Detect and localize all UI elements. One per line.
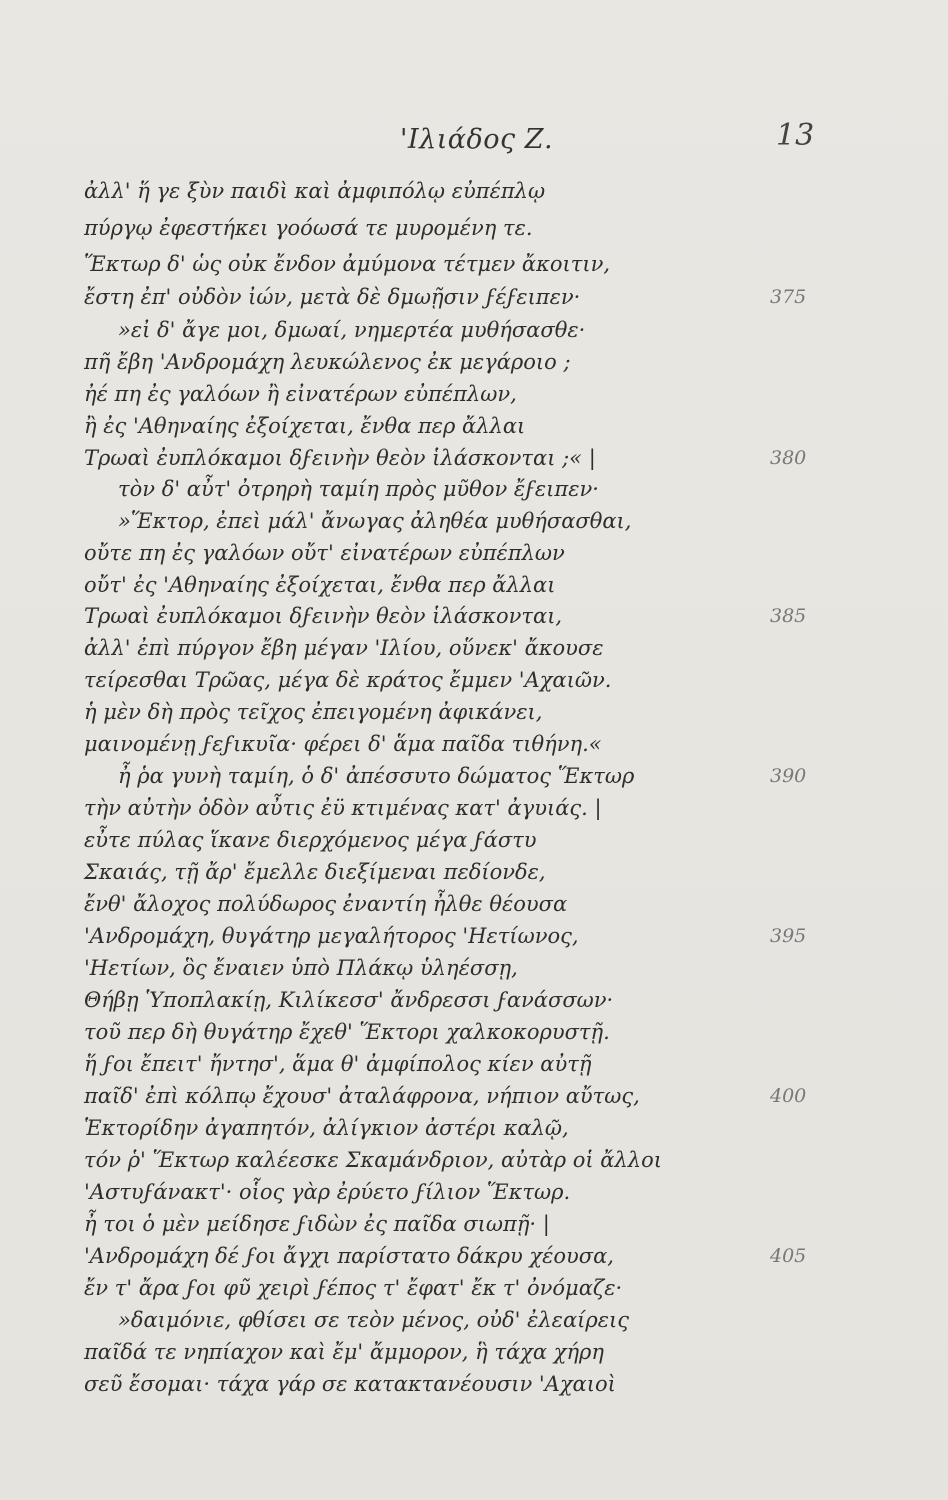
verse-line: Τρωαὶ ἐυπλόκαμοι δϝεινὴν θεὸν ἱλάσκονται ;« | (84, 446, 596, 470)
verse-line: »εἰ δ' ἄγε μοι, δμωαί, νημερτέα μυθήσασθε· (118, 318, 586, 342)
line-number: 380 (770, 447, 807, 469)
verse-line: τὸν δ' αὖτ' ὀτρηρὴ ταμίη πρὸς μῦθον ἔϝειπεν· (118, 477, 599, 501)
verse-line: »δαιμόνιε, φθίσει σε τεὸν μένος, οὐδ' ἐλεαίρεις (118, 1308, 629, 1332)
verse-line: τοῦ περ δὴ θυγάτηρ ἔχεθ' Ἕκτορι χαλκοκορυστῇ. (84, 1020, 610, 1044)
verse-line: τόν ῥ' Ἕκτωρ καλέεσκε Σκαμάνδριον, αὐτὰρ οἱ ἄλλοι (84, 1148, 662, 1172)
verse-line: ἥ ϝοι ἔπειτ' ἤντησ', ἅμα θ' ἀμφίπολος κίεν αὐτῇ (84, 1052, 592, 1076)
running-title: 'Ιλιάδος Ζ. (400, 124, 554, 155)
verse-line: ἢ ἐς 'Αθηναίης ἐξοίχεται, ἔνθα περ ἄλλαι (84, 414, 526, 438)
line-number: 385 (770, 605, 807, 627)
verse-line: ἀλλ' ἥ γε ξὺν παιδὶ καὶ ἀμφιπόλῳ εὐπέπλῳ (84, 179, 546, 203)
verse-line: ἔστη ἐπ' οὐδὸν ἰών, μετὰ δὲ δμωῇσιν ϝέϝειπεν· (84, 285, 581, 309)
verse-line: Τρωαὶ ἐυπλόκαμοι δϝεινὴν θεὸν ἱλάσκονται, (84, 604, 563, 628)
verse-line: οὔτ' ἐς 'Αθηναίης ἐξοίχεται, ἔνθα περ ἄλλαι (84, 573, 556, 597)
verse-line: πῆ ἔβη 'Ανδρομάχη λευκώλενος ἐκ μεγάροιο ; (84, 350, 571, 374)
verse-line: παῖδ' ἐπὶ κόλπῳ ἔχουσ' ἀταλάφρονα, νήπιον αὔτως, (84, 1084, 640, 1108)
verse-line: ἔνθ' ἄλοχος πολύδωρος ἐναντίη ἦλθε θέουσα (84, 892, 568, 916)
line-number: 375 (770, 286, 807, 308)
verse-line: 'Ανδρομάχη, θυγάτηρ μεγαλήτορος 'Ηετίωνος, (84, 924, 579, 948)
line-number: 405 (770, 1245, 807, 1267)
verse-line: ἠέ πη ἐς γαλόων ἢ εἰνατέρων εὐπέπλων, (84, 382, 517, 406)
verse-line: εὖτε πύλας ἵκανε διερχόμενος μέγα ϝάστυ (84, 828, 537, 852)
verse-line: παῖδά τε νηπίαχον καὶ ἔμ' ἄμμορον, ἣ τάχα χήρη (84, 1340, 604, 1364)
verse-line: ἡ μὲν δὴ πρὸς τεῖχος ἐπειγομένη ἀφικάνει, (84, 700, 543, 724)
verse-line: σεῦ ἔσομαι· τάχα γάρ σε κατακτανέουσιν 'Αχαιοὶ (84, 1372, 616, 1396)
line-number: 400 (770, 1085, 807, 1107)
verse-line: »Ἕκτορ, ἐπεὶ μάλ' ἄνωγας ἀληθέα μυθήσασθαι, (118, 509, 632, 533)
verse-line: τείρεσθαι Τρῶας, μέγα δὲ κράτος ἔμμεν 'Αχαιῶν. (84, 668, 612, 692)
verse-line: μαινομένῃ ϝεϝικυῖα· φέρει δ' ἅμα παῖδα τιθήνη.« (84, 732, 602, 756)
page-number: 13 (776, 118, 815, 153)
verse-line: 'Αστυϝάνακτ'· οἷος γὰρ ἐρύετο ϝίλιον Ἕκτωρ. (84, 1180, 571, 1204)
verse-line: ἔν τ' ἄρα ϝοι φῦ χειρὶ ϝέπος τ' ἔφατ' ἔκ τ' ὀνόμαζε· (84, 1276, 623, 1300)
verse-line: οὔτε πη ἐς γαλόων οὔτ' εἰνατέρων εὐπέπλων (84, 541, 565, 565)
line-number: 390 (770, 765, 807, 787)
verse-line: πύργῳ ἐφεστήκει γοόωσά τε μυρομένη τε. (84, 216, 533, 240)
verse-line: 'Ηετίων, ὃς ἔναιεν ὑπὸ Πλάκῳ ὑληέσσῃ, (84, 956, 518, 980)
verse-line: Σκαιάς, τῇ ἄρ' ἔμελλε διεξίμεναι πεδίονδε, (84, 860, 546, 884)
verse-line: Θήβῃ Ὑποπλακίῃ, Κιλίκεσσ' ἄνδρεσσι ϝανάσσων· (84, 988, 614, 1012)
line-number: 395 (770, 925, 807, 947)
verse-line: ἀλλ' ἐπὶ πύργον ἔβη μέγαν 'Ιλίου, οὕνεκ' ἄκουσε (84, 636, 604, 660)
verse-line: ἦ ῥα γυνὴ ταμίη, ὁ δ' ἀπέσσυτο δώματος Ἕκτωρ (118, 764, 635, 788)
verse-line: ἦ τοι ὁ μὲν μείδησε ϝιδὼν ἐς παῖδα σιωπῇ· | (84, 1212, 550, 1236)
verse-line: Ἑκτορίδην ἀγαπητόν, ἀλίγκιον ἀστέρι καλῷ, (84, 1116, 569, 1140)
verse-line: Ἕκτωρ δ' ὡς οὐκ ἔνδον ἀμύμονα τέτμεν ἄκοιτιν, (84, 252, 611, 276)
verse-line: 'Ανδρομάχη δέ ϝοι ἄγχι παρίστατο δάκρυ χέουσα, (84, 1244, 614, 1268)
verse-line: τὴν αὐτὴν ὁδὸν αὖτις ἐϋ κτιμένας κατ' ἀγυιάς. | (84, 796, 602, 820)
